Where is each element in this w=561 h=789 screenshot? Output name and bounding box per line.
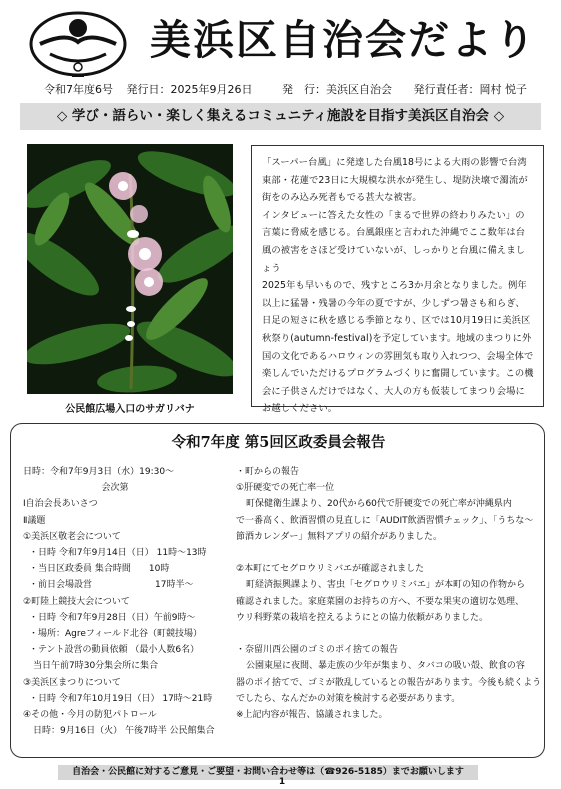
article-paragraph: インタビューに答えた女性の「まるで世界の終わりみたい」の言葉に脅威を感じる。台風銀座と言われた沖縄でここ数年は台風の被害をさほど受けていないが、しっかりと台風に備えましょう	[262, 209, 526, 274]
flower-photo	[27, 144, 233, 394]
page-number: 1	[278, 777, 286, 787]
newsletter-title: 美浜区自治会だより	[150, 16, 537, 64]
report-line: 確認されました。家庭菜園のお持ちの方へ、不要な果実の適切な処理、	[236, 596, 525, 607]
issue-info-line	[44, 82, 554, 98]
report-right-column	[236, 464, 542, 723]
report-line: ・日時 令和7年10月19日（日） 17時～21時	[29, 693, 213, 704]
report-line: ④その他・今月の防犯パトロール	[23, 710, 157, 721]
report-left-column	[23, 464, 247, 739]
report-line: 日時：令和7年9月3日（水）19:30～	[23, 467, 175, 477]
editor: 発行責任者：岡村 悦子	[413, 83, 527, 96]
report-line: で一番高く、飲酒習慣の見直しに「AUDIT飲酒習慣チェック」、「うちな～節酒カレンダー」無料アプリの紹介がありました。	[236, 515, 534, 542]
photo-caption: 公民館広場入口のサガリバナ	[65, 404, 195, 415]
committee-report	[10, 423, 545, 758]
report-line: ・テント設営の動員依頼 （最小人数6名）	[29, 645, 200, 656]
report-line: 当日午前7時30分集会所に集合	[33, 661, 159, 672]
report-line: ・場所：Agreフィールド北谷（町競技場）	[29, 629, 203, 640]
report-line: ・町からの報告	[236, 467, 300, 477]
report-line: ウリ科野菜の栽培を控えるようにとの協力依頼がありました。	[236, 612, 489, 623]
publisher: 発 行：美浜区自治会	[282, 83, 392, 96]
report-line: 公園東屋に夜間、暴走族の少年が集まり、タバコの吸い殻、飲食の容	[246, 661, 525, 672]
report-title: 令和7年度 第5回区政委員会報告	[171, 434, 386, 451]
report-line: ③美浜区まつりについて	[23, 677, 121, 688]
report-line: ①肝硬変での死亡率一位	[236, 483, 335, 494]
report-line: 日時：9月16日（火） 午後7時半 公民館集合	[33, 726, 215, 737]
report-line: ・奈留川西公園のゴミのポイ捨ての報告	[236, 645, 399, 656]
report-line: 町経済振興課より、害虫「セグロウリミバエ」が本町の知の作物から	[246, 580, 526, 591]
editorial-article	[251, 145, 544, 415]
report-line: Ⅱ議題	[23, 515, 46, 526]
article-paragraph: 「スーパー台風」に発達した台風18号による大雨の影響で台湾東部・花蓮で23日に大規模な洪水が発生し、堤防決壊で濁流が街をのみ込み死者もでる甚大な被害。	[262, 157, 528, 204]
logo-emblem-icon	[26, 10, 130, 82]
report-line: Ⅰ自治会長あいさつ	[23, 499, 98, 510]
slogan-banner: ◇ 学び・語らい・楽しく集えるコミュニティ施設を目指す美浜区自治会 ◇	[20, 103, 541, 130]
report-line	[236, 545, 539, 561]
report-line: ・前日会場設営 17時半～	[29, 580, 194, 591]
report-line: 会次第	[101, 483, 129, 494]
report-line: ・日時 令和7年9月28日（日）午前9時～	[29, 612, 196, 623]
report-line: ※上記内容が報告、協議されました。	[236, 710, 388, 721]
report-line: ①美浜区敬老会について	[23, 531, 121, 542]
report-line: ・当日区政委員 集合時間 10時	[29, 564, 170, 575]
report-line: 町保健衛生課より、20代から60代で肝硬変での死亡率が沖縄県内	[246, 499, 512, 510]
issue-date: 発行日：2025年9月26日	[126, 83, 253, 96]
report-line: でしたら、なんだかの対策を検討する必要があります。	[236, 693, 461, 704]
contact-footer: 自治会・公民館に対するご意見・ご要望・お問い合わせ等は（☎926-5185）までお願いします	[72, 767, 464, 777]
report-line	[236, 626, 539, 642]
article-paragraph: 2025年も早いもので、残すところ3か月余となりました。例年以上に猛暑・残暑の今年の夏ですが、少しずつ暑さも和らぎ、日足の短さに秋を感じる季節となり、区では10月19日に美浜区秋祭り(autumn-festival)を予定しています。地域のまつりに外国の文化であるハロウィンの雰囲気も取り入れつつ、会場全体で楽しんでいただけるプログラムづくりに奮闘しています。この機会に子供さんだけではなく、大人の方も仮装してまつり会場にお越しください。	[262, 280, 534, 415]
report-line: ②町陸上競技大会について	[23, 596, 130, 607]
issue-number: 令和7年度6号	[44, 83, 113, 96]
logo	[26, 10, 130, 82]
report-line: ②本町にてセグロウリミバエが確認されました	[236, 564, 425, 575]
report-line: 器のポイ捨てで、ゴミが散乱しているとの報告があります。今後も続くよう	[236, 677, 542, 688]
report-line: ・日時 令和7年9月14日（日） 11時～13時	[29, 548, 207, 559]
